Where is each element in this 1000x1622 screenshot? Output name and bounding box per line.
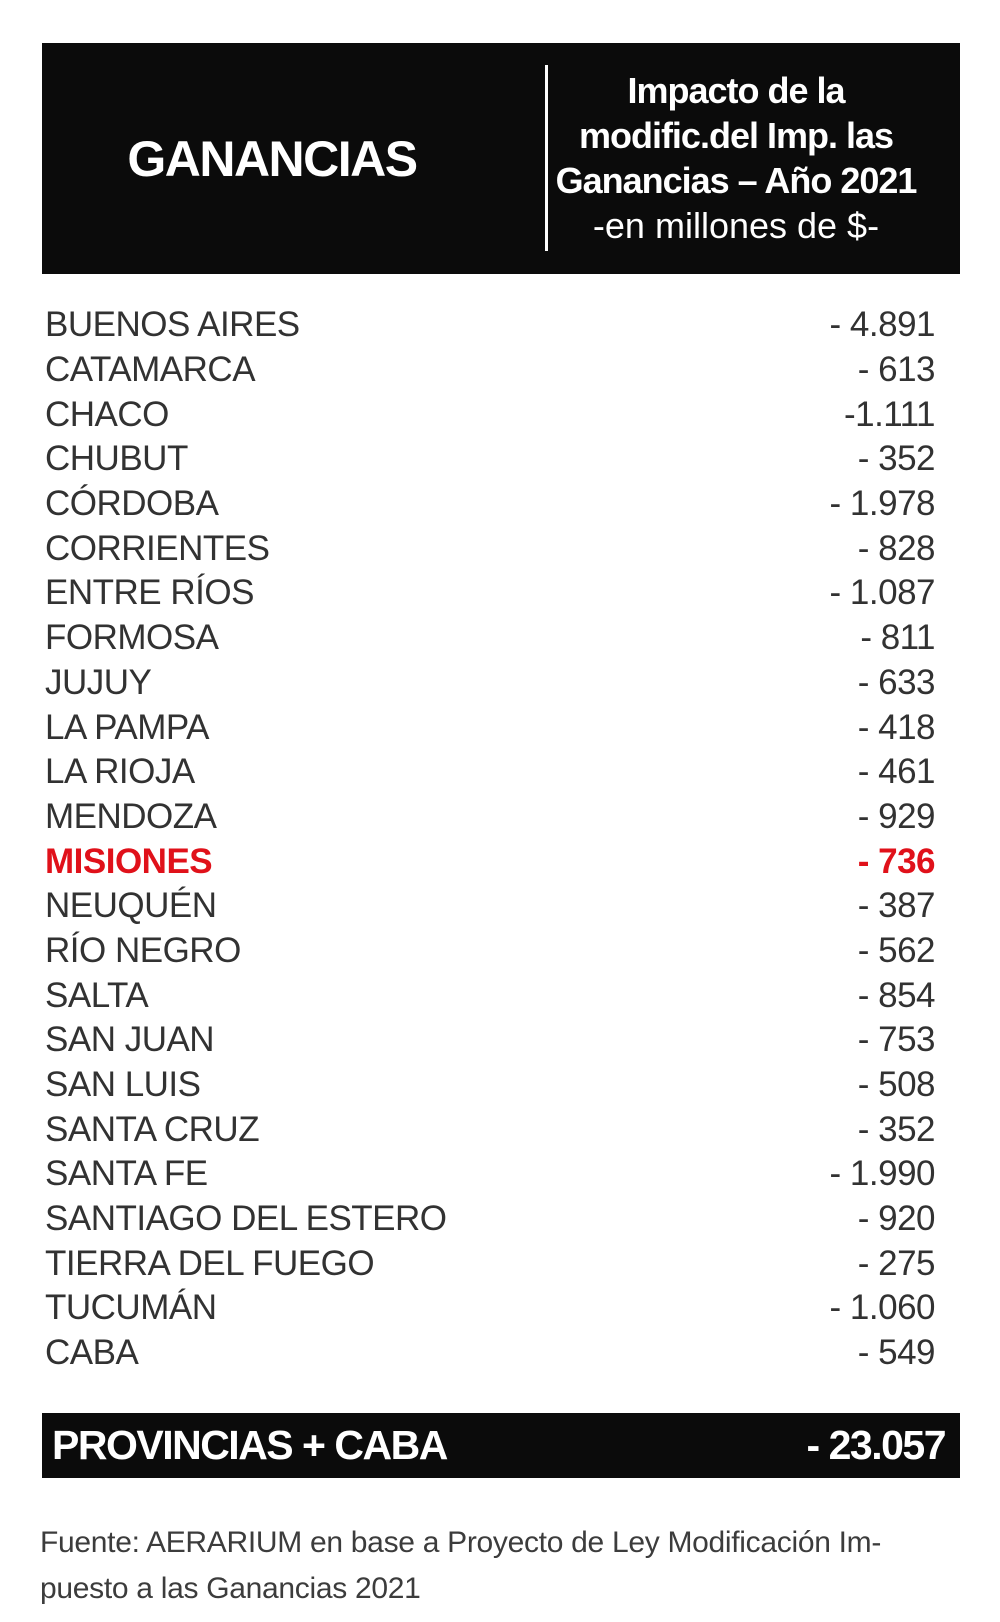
table-row	[0, 571, 1000, 616]
impact-value: - 352	[857, 439, 935, 479]
impact-value: - 753	[857, 1020, 935, 1060]
impact-value: - 418	[857, 707, 935, 747]
impact-value: - 736	[857, 841, 935, 881]
province-label: NEUQUÉN	[45, 886, 217, 926]
impact-value: - 1.087	[829, 573, 935, 613]
header-divider	[545, 65, 548, 251]
province-label: CHACO	[45, 394, 169, 434]
unit-note: -en millones de $-	[592, 205, 880, 246]
table-row	[0, 929, 1000, 974]
province-label: SALTA	[45, 975, 149, 1015]
impact-value: - 461	[857, 752, 935, 792]
impact-value: - 387	[857, 886, 935, 926]
province-label: LA RIOJA	[45, 752, 195, 792]
province-label: ENTRE RÍOS	[45, 573, 254, 613]
table-row	[0, 1107, 1000, 1152]
province-label: SANTIAGO DEL ESTERO	[45, 1199, 447, 1239]
table-row	[0, 437, 1000, 482]
table-row	[0, 1286, 1000, 1331]
impact-value: - 4.891	[829, 305, 935, 345]
impact-value: - 854	[857, 975, 935, 1015]
impact-value: - 920	[857, 1199, 935, 1239]
province-label: MENDOZA	[45, 796, 217, 836]
table-row	[0, 482, 1000, 527]
province-label: CORRIENTES	[45, 528, 270, 568]
table-row	[0, 705, 1000, 750]
province-label: CHUBUT	[45, 439, 188, 479]
province-label: SAN JUAN	[45, 1020, 215, 1060]
province-label: SANTA CRUZ	[45, 1109, 260, 1149]
province-label: BUENOS AIRES	[45, 305, 300, 345]
source-note	[40, 1520, 940, 1612]
province-label: SAN LUIS	[45, 1065, 201, 1105]
column-header-line-1: Impacto de la	[627, 70, 845, 111]
total-label: PROVINCIAS + CABA	[52, 1422, 447, 1468]
impact-value: - 811	[860, 618, 935, 658]
header-left-cell	[42, 43, 502, 274]
province-label: RÍO NEGRO	[45, 930, 241, 970]
impact-value: - 1.060	[829, 1288, 935, 1328]
impact-value: - 929	[857, 796, 935, 836]
table-row	[0, 1197, 1000, 1242]
impact-value: - 562	[857, 930, 935, 970]
province-label: FORMOSA	[45, 618, 219, 658]
table-row	[0, 1241, 1000, 1286]
source-line-1: Fuente: AERARIUM en base a Proyecto de Ley Modificación Im-	[40, 1526, 882, 1559]
header-band	[42, 43, 960, 274]
impact-value: - 633	[857, 662, 935, 702]
table-row	[0, 973, 1000, 1018]
column-header-line-2: modific.del Imp. las	[578, 115, 894, 156]
header-right-cell	[502, 43, 960, 274]
table-title: GANANCIAS	[127, 130, 417, 187]
province-label: JUJUY	[45, 662, 152, 702]
impact-value: - 1.978	[829, 484, 935, 524]
province-label: TUCUMÁN	[45, 1288, 217, 1328]
province-table	[0, 303, 1000, 1376]
province-label: CÓRDOBA	[45, 484, 219, 524]
table-row	[0, 1063, 1000, 1108]
table-row	[0, 303, 1000, 348]
source-line-2: puesto a las Ganancias 2021	[40, 1572, 421, 1605]
table-row	[0, 1331, 1000, 1376]
total-value: - 23.057	[806, 1422, 945, 1468]
impact-value: -1.111	[843, 394, 935, 434]
province-label: SANTA FE	[45, 1154, 208, 1194]
table-row	[0, 1152, 1000, 1197]
table-row	[0, 839, 1000, 884]
province-label: MISIONES	[45, 841, 213, 881]
column-header-line-3: Ganancias – Año 2021	[555, 160, 917, 201]
province-label: LA PAMPA	[45, 707, 209, 747]
impact-value: - 508	[857, 1065, 935, 1105]
impact-value: - 549	[857, 1333, 935, 1373]
impact-value: - 613	[857, 350, 935, 390]
table-row	[0, 526, 1000, 571]
table-row	[0, 392, 1000, 437]
table-row	[0, 795, 1000, 840]
impact-value: - 1.990	[829, 1154, 935, 1194]
province-label: TIERRA DEL FUEGO	[45, 1243, 375, 1283]
impact-value: - 352	[857, 1109, 935, 1149]
impact-value: - 828	[857, 528, 935, 568]
table-row	[0, 616, 1000, 661]
total-row	[42, 1413, 960, 1478]
table-row	[0, 661, 1000, 706]
province-label: CATAMARCA	[45, 350, 256, 390]
province-label: CABA	[45, 1333, 139, 1373]
impact-value: - 275	[857, 1243, 935, 1283]
table-row	[0, 1018, 1000, 1063]
table-row	[0, 750, 1000, 795]
table-row	[0, 348, 1000, 393]
table-row	[0, 884, 1000, 929]
